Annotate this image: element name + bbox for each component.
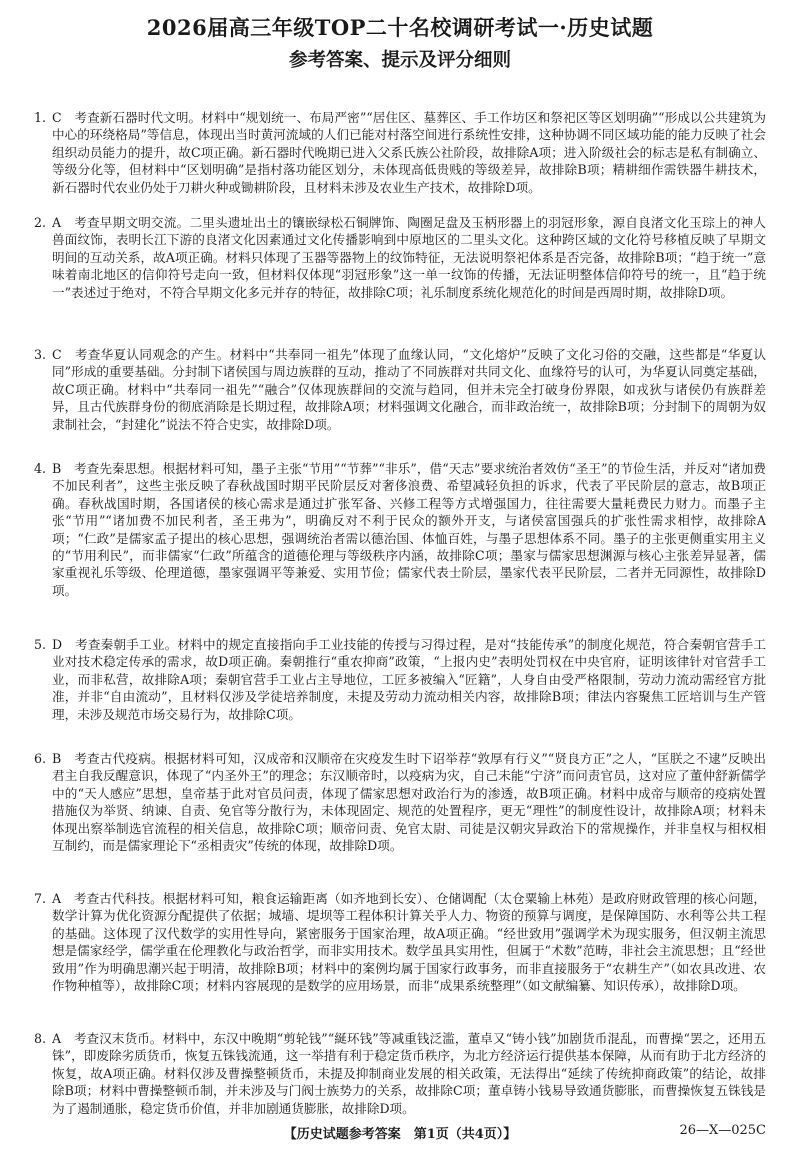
answer-number: 2. <box>34 215 47 230</box>
answer-text: A 考查古代科技。根据材料可知，粮食运输距离（如齐地到长安）、仓储调配（太仓粟输上林苑）是政府财政管理的核心问题，数学计算为优化资源分配提供了依据；城墙、堤坝等工程体积计算关乎人力、物资的预算与调度，是保障国防、水利等公共工程的基础。这体现了汉代数学的实用性导向，紧密服务于国家治理，故A项正确。“经世致用”强调学术为现实服务，但汉朝主流思想是儒家经学，儒学重在伦理教化与政治哲学，而非实用技术。数学虽具实用性，但属于“术数”范畴，非社会主流思想；且“经世致用”作为明确思潮兴起于明清，故排除B项；材料中的案例均属于国家行政事务，而非直接服务于“农耕生产”（如农具改进、农作物种植等），故排除C项；材料内容展现的是数学的应用场景，而非“成果系统整理”（如文献编纂、知识传承），故排除D项。 <box>52 891 766 994</box>
answer-item-7 <box>34 890 766 1030</box>
answer-item-2 <box>34 214 766 346</box>
exam-subtitle: 参考答案、提示及评分细则 <box>288 50 511 71</box>
footer-label: 【历史试题参考答案 第1页（共4页）】 <box>283 1127 517 1142</box>
answer-text: C 考查新石器时代文明。材料中“规划统一、布局严密”“居住区、墓葬区、手工作坊区和祭祀区等区划明确”“形成以公共建筑为中心的环绕格局”等信息，体现出当时黄河流域的人们已能对村落空间进行系统性安排，这种协调不同区域功能的能力反映了社会组织动员能力的提升，故C项正确。新石器时代晚期已进入父系氏族公社阶段，故排除A项；进入阶级社会的标志是私有制确立、等级分化等，但材料中“区划明确”是指村落功能区划分，未体现高低贵贱的等级差异，故排除B项；精耕细作需铁器牛耕技术，新石器时代农业仍处于刀耕火种或锄耕阶段，且材料未涉及农业生产技术，故排除D项。 <box>52 110 766 195</box>
answer-number: 5. <box>34 637 47 652</box>
answer-item-4 <box>34 460 766 636</box>
answer-item-1 <box>34 109 766 214</box>
answer-item-8 <box>34 1030 766 1136</box>
answer-text: A 考查汉末货币。材料中，东汉中晚期“剪轮钱”“綖环钱”等减重钱泛滥，董卓又“铸小钱”加剧货币混乱，而曹操“罢之，还用五铢”，即废除劣质货币，恢复五铢钱流通，这一举措有利于稳定货币秩序，为北方经济运行提供基本保障，从而有助于北方经济的恢复，故A项正确。材料仅涉及曹操整顿货币，未提及抑制商业发展的相关政策，无法得出“延续了传统抑商政策”的结论，故排除B项；材料中曹操整顿币制，并未涉及与门阀士族势力的关系，故排除C项；董卓铸小钱易导致通货膨胀，而曹操恢复五铢钱是为了遏制通胀，稳定货币价值，并非加剧通货膨胀，故排除D项。 <box>52 1031 766 1116</box>
page-footer <box>34 1123 766 1143</box>
exam-title: 2026届高三年级TOP二十名校调研考试一·历史试题 <box>146 15 654 40</box>
answer-text: C 考查华夏认同观念的产生。材料中“共奉同一祖先”体现了血缘认同，“文化熔炉”反映了文化习俗的交融，这些都是“华夏认同”形成的重要基础。分封制下诸侯国与周边族群的互动，推动了不同族群对共同文化、血缘符号的认可，为华夏认同奠定基础，故C项正确。材料中“共奉同一祖先”“融合”仅体现族群间的交流与趋同，但并未完全打破身份界限，如戎狄与诸侯仍有族群差异，且古代族群身份的彻底消除是长期过程，故排除A项；材料强调文化融合，而非政治统一，故排除B项；分封制下的周朝为奴隶制社会，“封建化”说法不符合史实，故排除D项。 <box>52 347 766 432</box>
answer-item-3 <box>34 346 766 460</box>
answer-number: 7. <box>34 891 47 906</box>
footer-code: 26—X—025C <box>679 1123 766 1138</box>
answer-text: A 考查早期文明交流。二里头遗址出土的镶嵌绿松石铜牌饰、陶圈足盘及玉柄形器上的羽冠形象，源自良渚文化玉琮上的神人兽面纹饰，表明长江下游的良渚文化因素通过文化传播影响到中原地区的二里头文化。这种跨区域的文化符号移植反映了早期文明间的互动关系，故A项正确。材料只体现了玉器等器物上的纹饰特征，无法说明祭祀体系是否完备，故排除B项；“趋于统一”意味着南北地区的信仰符号走向一致，但材料仅体现“羽冠形象”这一单一纹饰的传播，无法证明整体信仰符号的统一，且“趋于统一”表述过于绝对，不符合早期文化多元并存的特征，故排除C项；礼乐制度系统化规范化的时间是西周时期，故排除D项。 <box>52 215 766 300</box>
answer-text: B 考查古代疫病。根据材料可知，汉成帝和汉顺帝在灾疫发生时下诏举荐“敦厚有行义”“贤良方正”之人，“匡朕之不逮”反映出君主自我反醒意识，体现了“内圣外王”的理念；东汉顺帝时，以疫病为灾，自己未能“宁济”而问责官员，这对应了董仲舒新儒学中的“天人感应”思想，皇帝基于此对官员问责，体现了儒家思想对政治行为的渗透，故B项正确。材料中成帝与顺帝的疫病处置措施仅为举贤、纳谏、自责、免官等分散行为，未体现固定、规范的处置程序，更无“理性”的制度性设计，故排除A项；材料未体现出察举制选官流程的相关信息，故排除C项；顺帝问责、免官太尉、司徒是汉朝灾异政治下的常规操作，并非皇权与相权相互制约，而是儒家理论下“丞相责灾”传统的体现，故排除D项。 <box>52 751 766 854</box>
answer-number: 3. <box>34 347 47 362</box>
answer-number: 6. <box>34 751 47 766</box>
answer-text: B 考查先秦思想。根据材料可知，墨子主张“节用”“节葬”“非乐”，借“天志”要求统治者效仿“圣王”的节俭生活，并反对“诸加费不加民利者”，这些主张反映了春秋战国时期平民阶层反对奢侈浪费、希望减轻负担的诉求，代表了平民阶层的意志，故B项正确。春秋战国时期，各国诸侯的核心需求是通过扩张军备、兴修工程等方式增强国力，往往需要大量耗费民力财力。而墨子主张“节用”“诸加费不加民利者，圣王弗为”，明确反对不利于民众的额外开支，与诸侯富国强兵的扩张性需求相悖，故排除A项；“仁政”是儒家孟子提出的核心思想，强调统治者需以德治国、体恤百姓，与墨子思想体系不同。墨子的主张更侧重实用主义的“节用利民”，而非儒家“仁政”所蕴含的道德伦理与等级秩序内涵，故排除C项；墨家与儒家思想渊源与核心主张差异显著，儒家重视礼乐等级、伦理道德，墨家强调平等兼爱、实用节俭；儒家代表士阶层，墨家代表平民阶层，二者并无同源性，故排除D项。 <box>52 461 766 598</box>
answer-number: 8. <box>34 1031 47 1046</box>
answer-number: 4. <box>34 461 47 476</box>
answer-list <box>34 109 766 1136</box>
answer-item-6 <box>34 750 766 890</box>
answer-item-5 <box>34 636 766 750</box>
answer-number: 1. <box>34 110 47 125</box>
answer-text: D 考查秦朝手工业。材料中的规定直接指向手工业技能的传授与习得过程，是对“技能传承”的制度化规范，符合秦朝官营手工业对技术稳定传承的需求，故D项正确。秦朝推行“重农抑商”政策，“上报内史”表明处罚权在中央官府，证明该律针对官营手工业，而非私营，故排除A项；秦朝官营手工业占主导地位，工匠多被编入“匠籍”，人身自由受严格限制，劳动力流动需经官方批准，并非“自由流动”，且材料仅涉及学徒培养制度，未提及劳动力流动相关内容，故排除B项；律法内容聚焦工匠培训与生产管理，未涉及规范市场交易行为，故排除C项。 <box>52 637 766 722</box>
